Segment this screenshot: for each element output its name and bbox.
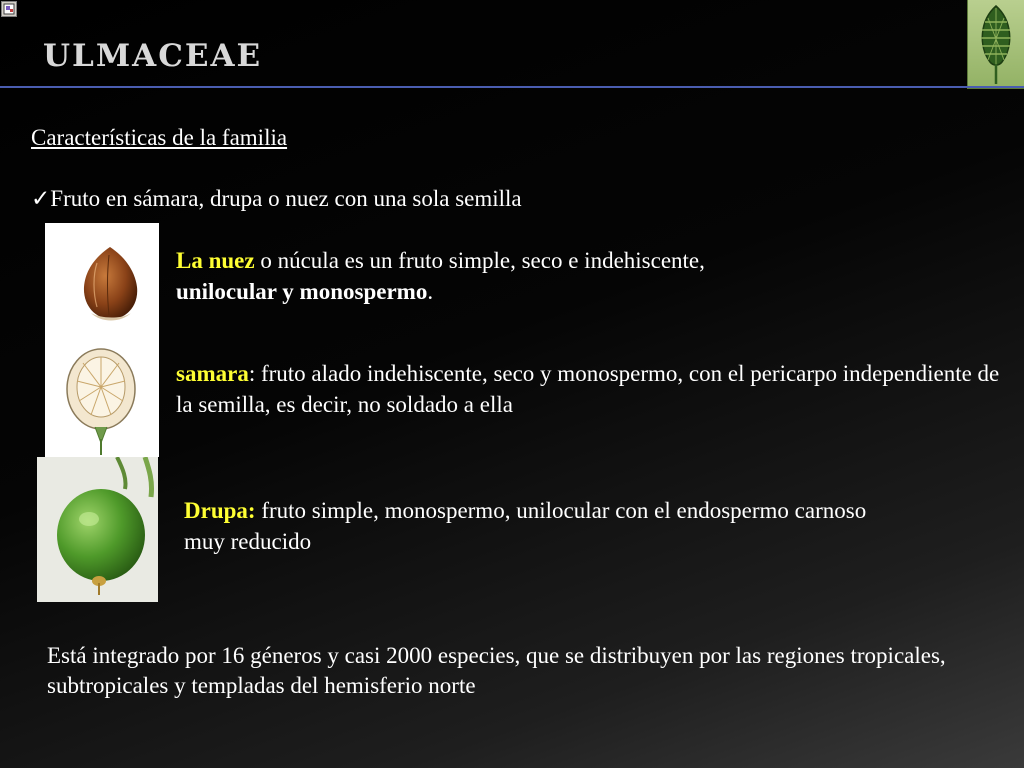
- nut-term: La nuez: [176, 248, 255, 273]
- samara-term: samara: [176, 361, 249, 386]
- drupe-description: [184, 495, 884, 557]
- nut-description: [176, 245, 776, 307]
- drupe-text: fruto simple, monospermo, unilocular con el endospermo carnoso muy reducido: [184, 498, 867, 554]
- title-divider: [0, 86, 1024, 88]
- drupe-image: [37, 457, 158, 602]
- nut-text-b: .: [427, 279, 434, 304]
- checkmark-icon: ✓: [31, 186, 51, 211]
- bullet-text: Fruto en sámara, drupa o nuez con una sola semilla: [50, 186, 522, 211]
- samara-text: : fruto alado indehiscente, seco y monospermo, con el pericarpo independiente de la semilla, es decir, no soldado a ella: [176, 361, 1000, 417]
- slide-title: ULMACEAE: [43, 38, 263, 74]
- section-heading: Características de la familia: [31, 125, 288, 150]
- nut-text-a: o núcula es un fruto simple, seco e indehiscente,: [254, 248, 705, 273]
- family-summary: Está integrado por 16 géneros y casi 2000 especies, que se distribuyen por las regiones tropicales, subtropicales y templadas del hemisferio norte: [47, 643, 946, 698]
- nut-image: [45, 223, 159, 339]
- bullet-fruit-types: [31, 186, 522, 212]
- samara-image: [45, 339, 159, 457]
- pine-cone-logo: [967, 0, 1024, 89]
- nut-strong: unilocular y monospermo: [176, 279, 428, 304]
- samara-description: [176, 358, 1006, 420]
- broken-image-icon: [1, 1, 17, 17]
- drupe-term: Drupa:: [184, 498, 256, 523]
- pine-cone-icon: [968, 0, 1024, 88]
